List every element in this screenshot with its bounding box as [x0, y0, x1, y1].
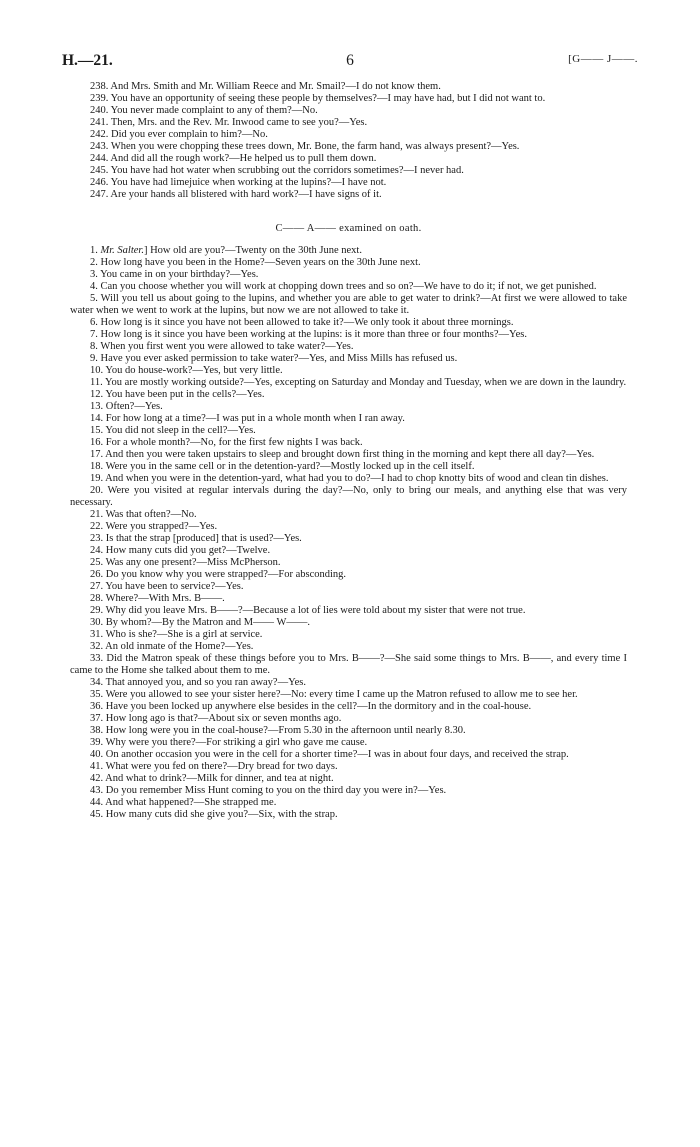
testimony-line — [70, 365, 627, 377]
question-answer-text: How many cuts did you get?—Twelve. — [105, 545, 271, 556]
testimony-line — [70, 797, 627, 809]
document-reference: H.—21. — [62, 52, 113, 69]
testimony-line — [70, 749, 627, 761]
question-answer-text: You came in on your birthday?—Yes. — [100, 269, 259, 280]
question-number: 42. — [90, 773, 104, 784]
question-answer-text: For how long at a time?—I was put in a whole month when I ran away. — [105, 413, 405, 424]
testimony-line — [70, 641, 627, 653]
question-answer-text: Will you tell us about going to the lupins, and whether you are able to get water to drink?—At first we were allowed to take water when we went to work at the lupins, but now we are not allowed to take it. — [70, 293, 627, 316]
question-answer-text: Can you choose whether you will work at chopping down trees and so on?—We have to do it; if not, we get punished. — [100, 281, 597, 292]
question-number: 29. — [90, 605, 104, 616]
testimony-line — [70, 189, 627, 201]
question-number: 24. — [90, 545, 104, 556]
question-answer-text: For a whole month?—No, for the first few nights I was back. — [105, 437, 363, 448]
question-number: 36. — [90, 701, 104, 712]
question-answer-text: And when you were in the detention-yard, what had you to do?—I had to chop knotty bits of wood and clean tin dishes. — [105, 473, 609, 484]
question-answer-text: Have you been locked up anywhere else besides in the cell?—In the dormitory and in the coal-house. — [105, 701, 532, 712]
testimony-line — [70, 677, 627, 689]
question-answer-text: Have you ever asked permission to take water?—Yes, and Miss Mills has refused us. — [100, 353, 458, 364]
testimony-line — [70, 401, 627, 413]
question-number: 242. — [90, 129, 109, 140]
question-number: 246. — [90, 177, 109, 188]
testimony-line — [70, 329, 627, 341]
testimony-line — [70, 461, 627, 473]
testimony-line — [70, 521, 627, 533]
testimony-line — [70, 761, 627, 773]
question-answer-text: What were you fed on there?—Dry bread for two days. — [105, 761, 338, 772]
testimony-line — [70, 773, 627, 785]
question-number: 19. — [90, 473, 104, 484]
question-number: 35. — [90, 689, 104, 700]
question-number: 238. — [90, 81, 109, 92]
question-answer-text: When you were chopping these trees down, Mr. Bone, the farm hand, was always present?—Yes. — [110, 141, 520, 152]
testimony-line — [70, 293, 627, 317]
testimony-line — [70, 425, 627, 437]
question-answer-text: How many cuts did she give you?—Six, with the strap. — [105, 809, 338, 820]
question-answer-text: How long have you been in the Home?—Seven years on the 30th June next. — [100, 257, 421, 268]
testimony-line — [70, 317, 627, 329]
testimony-line — [70, 449, 627, 461]
testimony-line — [70, 389, 627, 401]
testimony-line — [70, 725, 627, 737]
question-answer-text: An old inmate of the Home?—Yes. — [105, 641, 254, 652]
question-number: 5. — [90, 293, 98, 304]
question-number: 32. — [90, 641, 104, 652]
question-number: 16. — [90, 437, 104, 448]
testimony-line — [70, 105, 627, 117]
witness-initials: [G—— J——. — [568, 53, 638, 65]
testimony-line — [70, 341, 627, 353]
testimony-line: 1. Mr. Salter.] How old are you?—Twenty on the 30th June next. — [90, 245, 362, 256]
testimony-line — [70, 81, 627, 93]
speaker-name: Mr. Salter. — [100, 245, 144, 256]
question-number: 41. — [90, 761, 104, 772]
question-number: 12. — [90, 389, 104, 400]
question-answer-text: And then you were taken upstairs to sleep and brought down first thing in the morning and kept there all day?—Yes. — [105, 449, 595, 460]
question-number: 38. — [90, 725, 104, 736]
question-number: 241. — [90, 117, 109, 128]
testimony-line — [70, 605, 627, 617]
testimony-line — [70, 141, 627, 153]
question-answer-text: And what happened?—She strapped me. — [105, 797, 277, 808]
question-answer-text: How long were you in the coal-house?—From 5.30 in the afternoon until nearly 8.30. — [105, 725, 466, 736]
testimony-line — [70, 809, 627, 821]
question-answer-text: And Mrs. Smith and Mr. William Reece and Mr. Smail?—I do not know them. — [110, 81, 441, 92]
question-number: 45. — [90, 809, 104, 820]
question-number: 244. — [90, 153, 109, 164]
question-number: 22. — [90, 521, 104, 532]
question-number: 10. — [90, 365, 104, 376]
section-title: C—— A—— examined on oath. — [275, 223, 422, 234]
question-answer-text: Where?—With Mrs. B——. — [105, 593, 225, 604]
question-answer-text: How long is it since you have not been allowed to take it?—We only took it about three mornings. — [100, 317, 514, 328]
testimony-line — [70, 617, 627, 629]
testimony-line — [70, 165, 627, 177]
testimony-line — [70, 701, 627, 713]
testimony-line — [70, 353, 627, 365]
question-answer-text: Did you ever complain to him?—No. — [111, 129, 268, 140]
page-header — [62, 52, 638, 74]
testimony-block-continued — [70, 81, 627, 201]
testimony-line — [70, 257, 627, 269]
question-answer-text: Were you allowed to see your sister here?—No: every time I came up the Matron refused to allow me to see her. — [105, 689, 578, 700]
question-answer-text: You never made complaint to any of them?—No. — [110, 105, 318, 116]
testimony-line — [70, 93, 627, 105]
question-number: 25. — [90, 557, 104, 568]
question-number: 33. — [90, 653, 104, 664]
testimony-line — [70, 533, 627, 545]
question-answer-text: Why did you leave Mrs. B——?—Because a lot of lies were told about my sister that were not true. — [105, 605, 526, 616]
question-number: 17. — [90, 449, 104, 460]
question-number: 28. — [90, 593, 104, 604]
question-answer-text: Were you in the same cell or in the detention-yard?—Mostly locked up in the cell itself. — [105, 461, 475, 472]
question-answer-text: Are your hands all blistered with hard work?—I have signs of it. — [110, 189, 382, 200]
page-body — [70, 81, 627, 821]
question-number: 245. — [90, 165, 109, 176]
question-number: 3. — [90, 269, 98, 280]
testimony-line — [70, 557, 627, 569]
question-answer-text: Was that often?—No. — [105, 509, 197, 520]
question-number: 2. — [90, 257, 98, 268]
question-number: 26. — [90, 569, 104, 580]
question-number: 44. — [90, 797, 104, 808]
question-number: 240. — [90, 105, 109, 116]
question-number: 14. — [90, 413, 104, 424]
question-answer-text: Were you strapped?—Yes. — [105, 521, 218, 532]
testimony-line — [70, 653, 627, 677]
question-answer-text: When you first went you were allowed to take water?—Yes. — [100, 341, 354, 352]
question-number: 247. — [90, 189, 109, 200]
testimony-line — [70, 545, 627, 557]
question-number: 7. — [90, 329, 98, 340]
question-answer-text: How old are you?—Twenty on the 30th June next. — [150, 245, 362, 256]
question-answer-text: You have had limejuice when working at the lupins?—I have not. — [110, 177, 387, 188]
question-number: 11. — [90, 377, 103, 388]
question-number: 43. — [90, 785, 104, 796]
question-answer-text: And did all the rough work?—He helped us to pull them down. — [110, 153, 377, 164]
testimony-line — [70, 629, 627, 641]
question-number: 23. — [90, 533, 104, 544]
question-number: 239. — [90, 93, 109, 104]
question-answer-text: You did not sleep in the cell?—Yes. — [105, 425, 256, 436]
question-answer-text: You do house-work?—Yes, but very little. — [105, 365, 283, 376]
question-answer-text: Do you remember Miss Hunt coming to you on the third day you were in?—Yes. — [105, 785, 447, 796]
question-number: 8. — [90, 341, 98, 352]
testimony-line — [70, 581, 627, 593]
testimony-line — [70, 177, 627, 189]
testimony-line — [70, 413, 627, 425]
question-answer-text: Often?—Yes. — [105, 401, 163, 412]
question-answer-text: You have been to service?—Yes. — [105, 581, 244, 592]
question-answer-text: How long ago is that?—About six or seven months ago. — [105, 713, 342, 724]
testimony-line — [70, 785, 627, 797]
question-number: 243. — [90, 141, 109, 152]
question-number: 37. — [90, 713, 104, 724]
question-number: 9. — [90, 353, 98, 364]
question-answer-text: That annoyed you, and so you ran away?—Yes. — [105, 677, 306, 688]
question-answer-text: You have been put in the cells?—Yes. — [105, 389, 265, 400]
testimony-line — [70, 269, 627, 281]
question-number: 20. — [90, 485, 104, 496]
question-number: 39. — [90, 737, 104, 748]
testimony-line — [70, 713, 627, 725]
question-answer-text: On another occasion you were in the cell for a shorter time?—I was in about four days, and received the strap. — [105, 749, 569, 760]
question-answer-text: Then, Mrs. and the Rev. Mr. Inwood came to see you?—Yes. — [110, 117, 368, 128]
question-answer-text: Who is she?—She is a girl at service. — [105, 629, 263, 640]
testimony-line — [70, 689, 627, 701]
question-answer-text: Is that the strap [produced] that is used?—Yes. — [105, 533, 302, 544]
question-number: 31. — [90, 629, 104, 640]
testimony-line — [70, 117, 627, 129]
question-answer-text: How long is it since you have been working at the lupins: is it more than three or four months?—Yes. — [100, 329, 527, 340]
testimony-line — [70, 129, 627, 141]
testimony-line — [70, 473, 627, 485]
testimony-line — [70, 737, 627, 749]
question-answer-text: Were you visited at regular intervals during the day?—No, only to bring our meals, and anything else that was very necessary. — [70, 485, 627, 508]
question-answer-text: By whom?—By the Matron and M—— W——. — [105, 617, 310, 628]
question-number: 21. — [90, 509, 104, 520]
question-number: 18. — [90, 461, 104, 472]
question-answer-text: Did the Matron speak of these things before you to Mrs. B——?—She said some things to Mrs. B——, and every time I came to the Home she talked about them to me. — [70, 653, 628, 676]
testimony-line — [70, 569, 627, 581]
testimony-line — [70, 509, 627, 521]
testimony-line — [70, 593, 627, 605]
question-answer-text: You are mostly working outside?—Yes, excepting on Saturday and Monday and Tuesday, when we are down in the laundry. — [105, 377, 627, 388]
testimony-line — [70, 153, 627, 165]
question-answer-text: You have had hot water when scrubbing out the corridors sometimes?—I never had. — [110, 165, 464, 176]
question-answer-text: And what to drink?—Milk for dinner, and tea at night. — [105, 773, 334, 784]
testimony-line — [70, 377, 627, 389]
question-number: 40. — [90, 749, 104, 760]
testimony-line — [70, 437, 627, 449]
question-number: 1. — [90, 245, 98, 256]
question-answer-text: Was any one present?—Miss McPherson. — [105, 557, 281, 568]
question-answer-text: You have an opportunity of seeing these people by themselves?—I may have had, but I did not want to. — [110, 93, 546, 104]
question-number: 34. — [90, 677, 104, 688]
page-number: 6 — [346, 52, 354, 69]
testimony-block-examination — [70, 245, 627, 821]
question-number: 6. — [90, 317, 98, 328]
question-number: 30. — [90, 617, 104, 628]
question-answer-text: Do you know why you were strapped?—For absconding. — [105, 569, 347, 580]
question-number: 27. — [90, 581, 104, 592]
testimony-line — [70, 485, 627, 509]
question-answer-text: Why were you there?—For striking a girl who gave me cause. — [105, 737, 368, 748]
question-number: 13. — [90, 401, 104, 412]
question-number: 15. — [90, 425, 104, 436]
question-number: 4. — [90, 281, 98, 292]
testimony-line — [70, 281, 627, 293]
